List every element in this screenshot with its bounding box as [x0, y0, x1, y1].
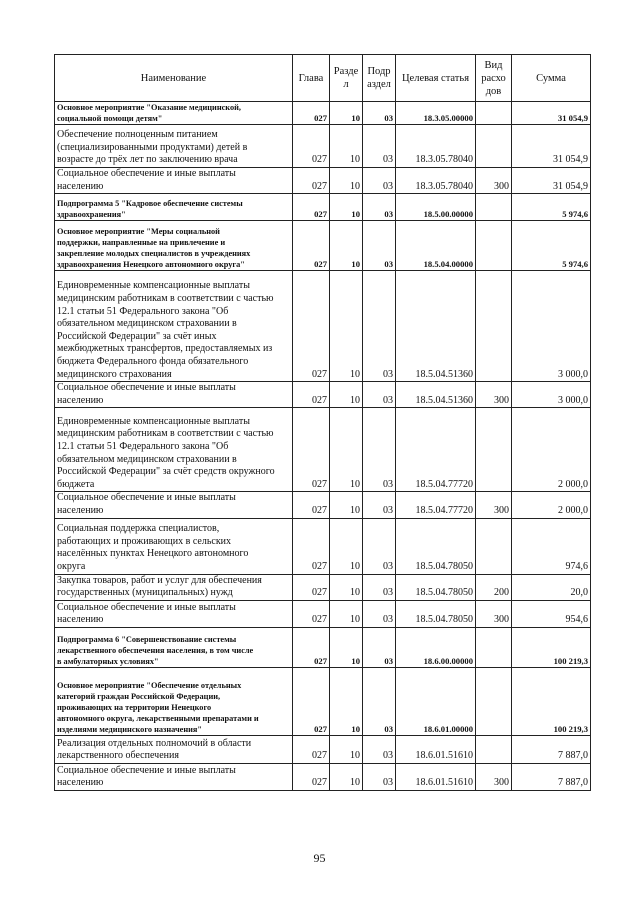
row-type: 300	[476, 600, 512, 627]
table-row	[55, 382, 591, 408]
row-target: 18.5.04.51360	[396, 382, 476, 408]
row-section: 10	[330, 168, 363, 194]
row-section: 10	[330, 102, 363, 125]
row-amount: 100 219,3	[512, 627, 591, 667]
row-name: Социальное обеспечение и иные выплаты населению	[55, 382, 293, 408]
header-chapter: Глава	[293, 55, 330, 102]
row-section: 10	[330, 125, 363, 168]
row-target: 18.3.05.78040	[396, 168, 476, 194]
row-section: 10	[330, 667, 363, 735]
row-chapter: 027	[293, 102, 330, 125]
table-header-row	[55, 55, 591, 102]
row-section: 10	[330, 271, 363, 382]
row-amount: 2 000,0	[512, 408, 591, 492]
row-target: 18.5.04.77720	[396, 492, 476, 518]
row-type: 200	[476, 574, 512, 600]
header-target: Целевая статья	[396, 55, 476, 102]
table-row	[55, 408, 591, 492]
row-subsection: 03	[363, 408, 396, 492]
row-type: 300	[476, 382, 512, 408]
row-target: 18.3.05.78040	[396, 125, 476, 168]
row-amount: 3 000,0	[512, 271, 591, 382]
row-type	[476, 627, 512, 667]
row-type	[476, 271, 512, 382]
table-row	[55, 735, 591, 763]
row-subsection: 03	[363, 574, 396, 600]
header-subsection: Подр аздел	[363, 55, 396, 102]
row-name: Основное мероприятие "Обеспечение отдельных категорий граждан Российской Федерации, проживающих на территории Ненецкого автономного округа, лекарственными препаратами и изделиями медицинского назначения"	[55, 667, 293, 735]
row-name: Социальное обеспечение и иные выплаты населению	[55, 168, 293, 194]
row-type	[476, 102, 512, 125]
row-subsection: 03	[363, 382, 396, 408]
row-target: 18.6.01.00000	[396, 667, 476, 735]
row-amount: 2 000,0	[512, 492, 591, 518]
table-row	[55, 102, 591, 125]
row-name: Подпрограмма 5 "Кадровое обеспечение системы здравоохранения"	[55, 194, 293, 221]
row-section: 10	[330, 408, 363, 492]
row-amount: 7 887,0	[512, 763, 591, 790]
budget-table	[54, 54, 591, 791]
table-row	[55, 600, 591, 627]
row-chapter: 027	[293, 574, 330, 600]
row-target: 18.5.04.51360	[396, 271, 476, 382]
row-subsection: 03	[363, 221, 396, 271]
row-name: Реализация отдельных полномочий в области лекарственного обеспечения	[55, 735, 293, 763]
row-amount: 20,0	[512, 574, 591, 600]
row-subsection: 03	[363, 600, 396, 627]
row-subsection: 03	[363, 763, 396, 790]
row-section: 10	[330, 763, 363, 790]
row-target: 18.6.01.51610	[396, 735, 476, 763]
row-target: 18.5.04.78050	[396, 574, 476, 600]
header-section: Разде л	[330, 55, 363, 102]
row-target: 18.5.00.00000	[396, 194, 476, 221]
row-section: 10	[330, 518, 363, 574]
row-name: Обеспечение полноценным питанием (специализированными продуктами) детей в возрасте до трёх лет по заключению врача	[55, 125, 293, 168]
row-name: Социальная поддержка специалистов, работающих и проживающих в сельских населённых пунктах Ненецкого автономного округа	[55, 518, 293, 574]
row-amount: 954,6	[512, 600, 591, 627]
row-type	[476, 518, 512, 574]
header-name: Наименование	[55, 55, 293, 102]
row-type	[476, 194, 512, 221]
row-amount: 974,6	[512, 518, 591, 574]
row-type	[476, 408, 512, 492]
row-amount: 31 054,9	[512, 102, 591, 125]
row-subsection: 03	[363, 492, 396, 518]
row-target: 18.5.04.78050	[396, 518, 476, 574]
row-section: 10	[330, 574, 363, 600]
table-row	[55, 125, 591, 168]
table-row	[55, 194, 591, 221]
row-section: 10	[330, 735, 363, 763]
row-amount: 31 054,9	[512, 168, 591, 194]
row-chapter: 027	[293, 735, 330, 763]
row-chapter: 027	[293, 221, 330, 271]
row-type: 300	[476, 763, 512, 790]
table-row	[55, 667, 591, 735]
row-type	[476, 125, 512, 168]
row-name: Основное мероприятие "Оказание медицинской, социальной помощи детям"	[55, 102, 293, 125]
row-section: 10	[330, 382, 363, 408]
row-amount: 31 054,9	[512, 125, 591, 168]
row-chapter: 027	[293, 763, 330, 790]
row-subsection: 03	[363, 627, 396, 667]
row-target: 18.3.05.00000	[396, 102, 476, 125]
row-name: Социальное обеспечение и иные выплаты населению	[55, 492, 293, 518]
row-section: 10	[330, 221, 363, 271]
row-name: Единовременные компенсационные выплаты медицинским работникам в соответствии с частью 12.1 статьи 51 Федерального закона "Об обязательном медицинском страховании в Российской Федерации" за счёт иных межбюджетных трансфертов, предоставляемых из бюджета Федерального фонда обязательного медицинского страхования	[55, 271, 293, 382]
row-subsection: 03	[363, 194, 396, 221]
row-amount: 7 887,0	[512, 735, 591, 763]
row-section: 10	[330, 492, 363, 518]
row-target: 18.5.04.77720	[396, 408, 476, 492]
page-number: 95	[313, 851, 326, 865]
table-row	[55, 518, 591, 574]
row-target: 18.5.04.00000	[396, 221, 476, 271]
table-row	[55, 574, 591, 600]
row-amount: 5 974,6	[512, 221, 591, 271]
row-section: 10	[330, 194, 363, 221]
header-type: Вид расхо дов	[476, 55, 512, 102]
row-subsection: 03	[363, 125, 396, 168]
row-target: 18.6.00.00000	[396, 627, 476, 667]
row-chapter: 027	[293, 194, 330, 221]
row-chapter: 027	[293, 600, 330, 627]
row-subsection: 03	[363, 518, 396, 574]
row-subsection: 03	[363, 102, 396, 125]
row-name: Единовременные компенсационные выплаты медицинским работникам в соответствии с частью 12.1 статьи 51 Федерального закона "Об обязательном медицинском страховании в Российской Федерации" за счёт средств окружного бюджета	[55, 408, 293, 492]
row-chapter: 027	[293, 492, 330, 518]
row-name: Социальное обеспечение и иные выплаты населению	[55, 763, 293, 790]
row-type	[476, 735, 512, 763]
row-type: 300	[476, 492, 512, 518]
row-type	[476, 221, 512, 271]
row-chapter: 027	[293, 408, 330, 492]
row-type: 300	[476, 168, 512, 194]
row-type	[476, 667, 512, 735]
row-amount: 100 219,3	[512, 667, 591, 735]
row-chapter: 027	[293, 382, 330, 408]
row-target: 18.5.04.78050	[396, 600, 476, 627]
row-name: Закупка товаров, работ и услуг для обеспечения государственных (муниципальных) нужд	[55, 574, 293, 600]
row-name: Основное мероприятие "Меры социальной поддержки, направленные на привлечение и закрепление молодых специалистов в учреждениях здравоохранения Ненецкого автономного округа"	[55, 221, 293, 271]
table-row	[55, 763, 591, 790]
row-chapter: 027	[293, 667, 330, 735]
row-chapter: 027	[293, 125, 330, 168]
table-row	[55, 221, 591, 271]
row-name: Подпрограмма 6 "Совершенствование системы лекарственного обеспечения населения, в том числе в амбулаторных условиях"	[55, 627, 293, 667]
table-row	[55, 627, 591, 667]
row-name: Социальное обеспечение и иные выплаты населению	[55, 600, 293, 627]
header-amount: Сумма	[512, 55, 591, 102]
row-chapter: 027	[293, 627, 330, 667]
row-chapter: 027	[293, 271, 330, 382]
row-target: 18.6.01.51610	[396, 763, 476, 790]
row-subsection: 03	[363, 168, 396, 194]
table-row	[55, 492, 591, 518]
row-subsection: 03	[363, 271, 396, 382]
row-section: 10	[330, 627, 363, 667]
row-subsection: 03	[363, 735, 396, 763]
table-row	[55, 168, 591, 194]
row-chapter: 027	[293, 518, 330, 574]
row-amount: 5 974,6	[512, 194, 591, 221]
row-subsection: 03	[363, 667, 396, 735]
row-chapter: 027	[293, 168, 330, 194]
table-row	[55, 271, 591, 382]
row-section: 10	[330, 600, 363, 627]
row-amount: 3 000,0	[512, 382, 591, 408]
